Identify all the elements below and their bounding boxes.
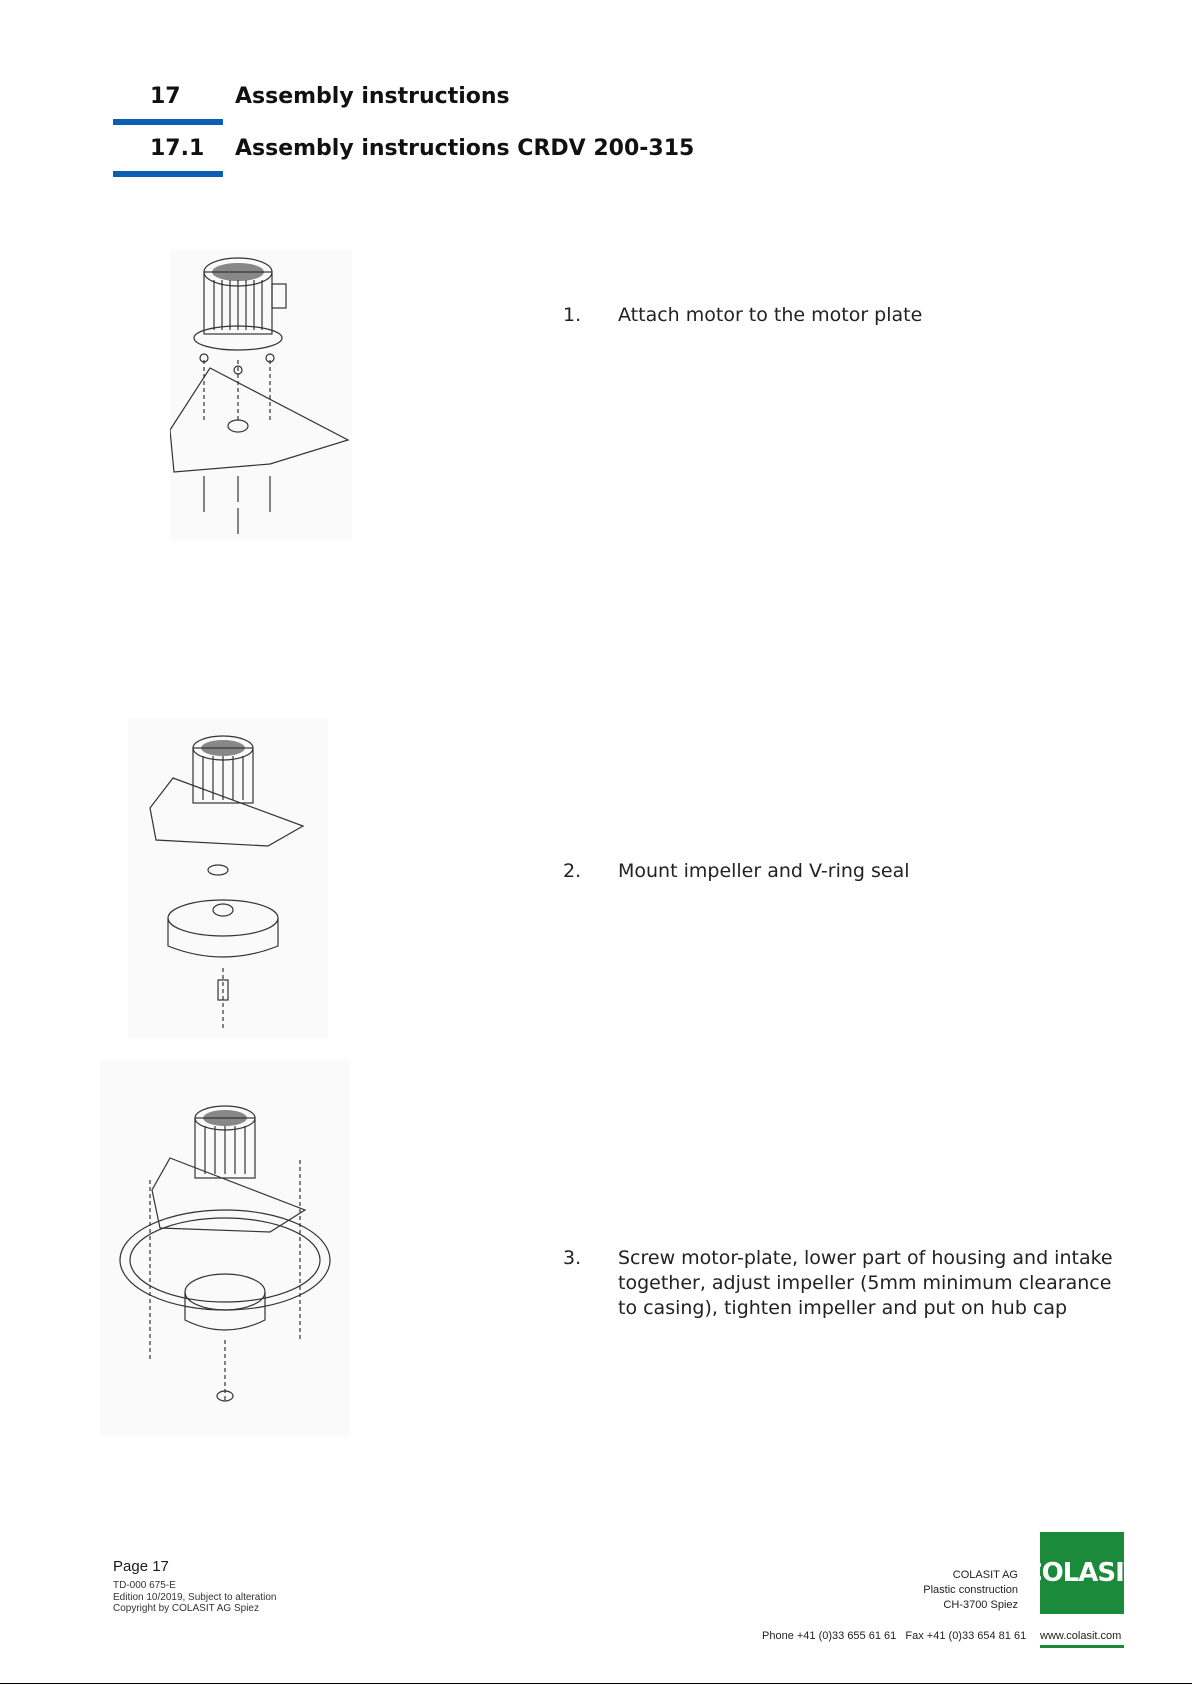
company-division: Plastic construction [923, 1584, 1018, 1596]
step-3-text: Screw motor-plate, lower part of housing and intake together, adjust impeller (5mm minimum clearance to casing), tighten impeller and put on hub cap [618, 1247, 1113, 1319]
company-city: CH-3700 Spiez [943, 1599, 1018, 1611]
company-address [860, 1568, 1018, 1613]
step-3-number: 3. [563, 1247, 582, 1269]
heading-2-bar [113, 171, 223, 177]
step-1-number: 1. [563, 304, 582, 326]
contact-line: Phone +41 (0)33 655 61 61 Fax +41 (0)33 654 81 61 [762, 1630, 1027, 1642]
heading-2-number: 17.1 [150, 136, 205, 161]
motor-plate-drawing [170, 250, 352, 540]
page-number: Page 17 [113, 1558, 169, 1575]
copyright-note: Copyright by COLASIT AG Spiez [113, 1603, 259, 1614]
step-2-number: 2. [563, 860, 582, 882]
step-2-text: Mount impeller and V-ring seal [618, 860, 910, 882]
heading-1-title: Assembly instructions [235, 84, 510, 109]
figure-motor-plate [170, 250, 352, 540]
company-name: COLASIT AG [952, 1569, 1018, 1581]
document-id: TD-000 675-E [113, 1580, 176, 1591]
heading-1-number: 17 [150, 84, 181, 109]
website-underline [1040, 1645, 1124, 1648]
step-1-text: Attach motor to the motor plate [618, 304, 923, 326]
impeller-drawing [128, 718, 328, 1038]
edition-note: Edition 10/2019, Subject to alteration [113, 1592, 277, 1603]
page-bottom-rule [0, 1683, 1192, 1684]
housing-drawing [100, 1060, 350, 1436]
website-link[interactable]: www.colasit.com [1040, 1630, 1122, 1642]
heading-2-title: Assembly instructions CRDV 200-315 [235, 136, 695, 161]
figure-impeller [128, 718, 328, 1038]
heading-1-bar [113, 119, 223, 125]
colasit-logo: COLASIT [1040, 1532, 1124, 1614]
figure-housing [100, 1060, 350, 1436]
